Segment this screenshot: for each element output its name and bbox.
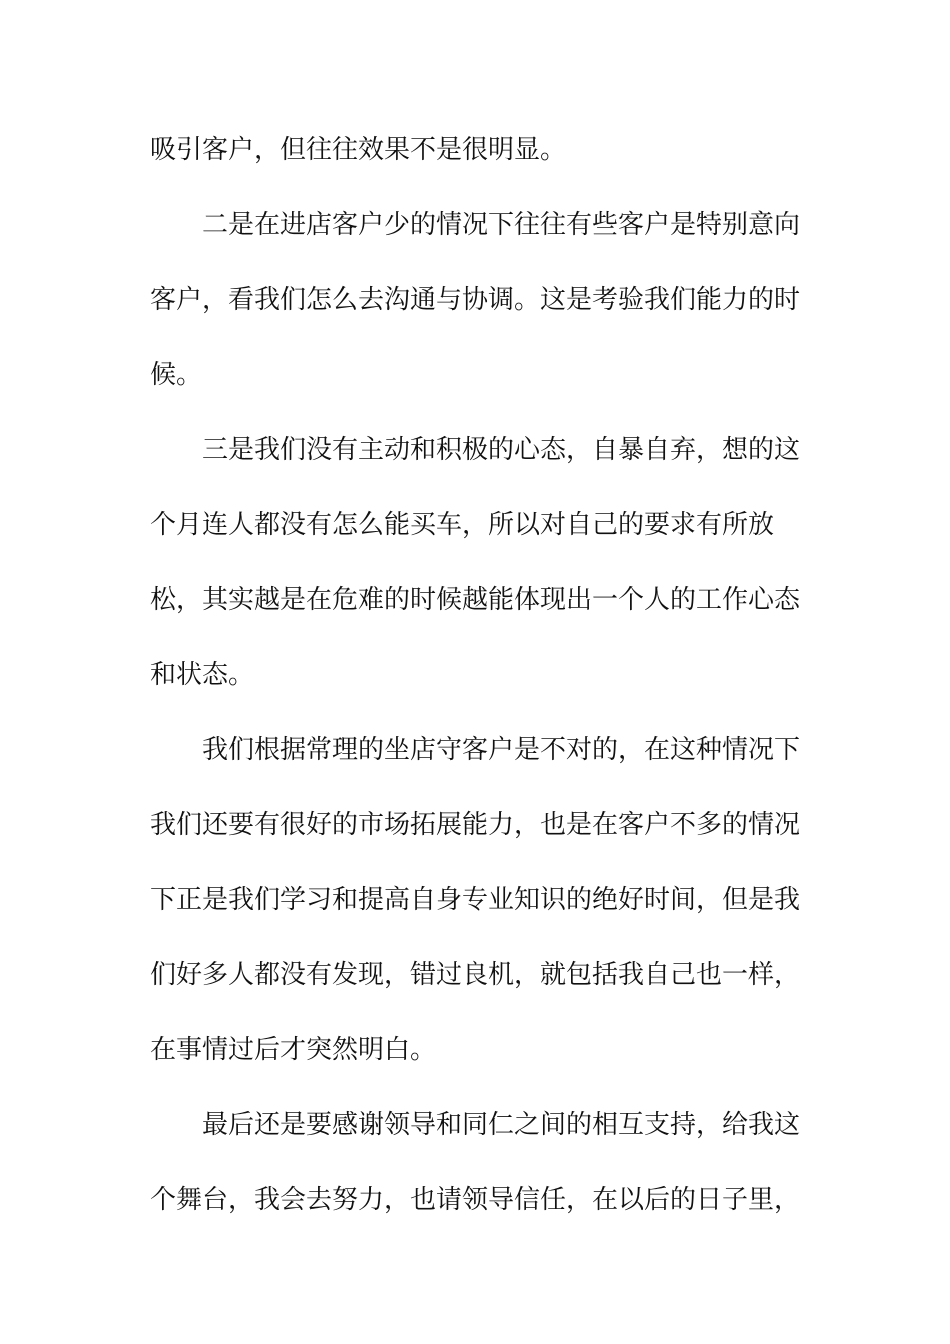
text-line: 们好多人都没有发现，错过良机，就包括我自己也一样，: [150, 960, 801, 990]
text-line: 下正是我们学习和提高自身专业知识的绝好时间，但是我: [150, 885, 801, 915]
text-line: 二是在进店客户少的情况下往往有些客户是特别意向: [202, 210, 801, 240]
text-line: 松，其实越是在危难的时候越能体现出一个人的工作心态: [150, 585, 801, 615]
text-line: 个舞台，我会去努力，也请领导信任，在以后的日子里，: [150, 1185, 801, 1215]
text-line: 个月连人都没有怎么能买车，所以对自己的要求有所放: [150, 510, 775, 540]
text-line: 客户，看我们怎么去沟通与协调。这是考验我们能力的时: [150, 285, 801, 315]
text-line: 三是我们没有主动和积极的心态，自暴自弃，想的这: [202, 435, 801, 465]
text-line: 在事情过后才突然明白。: [150, 1035, 437, 1065]
text-line: 候。: [150, 360, 203, 390]
text-line: 最后还是要感谢领导和同仁之间的相互支持，给我这: [202, 1110, 801, 1140]
text-line: 我们根据常理的坐店守客户是不对的，在这种情况下: [202, 735, 801, 765]
text-line: 和状态。: [150, 660, 255, 690]
text-line: 吸引客户，但往往效果不是很明显。: [150, 135, 567, 165]
text-line: 我们还要有很好的市场拓展能力，也是在客户不多的情况: [150, 810, 801, 840]
